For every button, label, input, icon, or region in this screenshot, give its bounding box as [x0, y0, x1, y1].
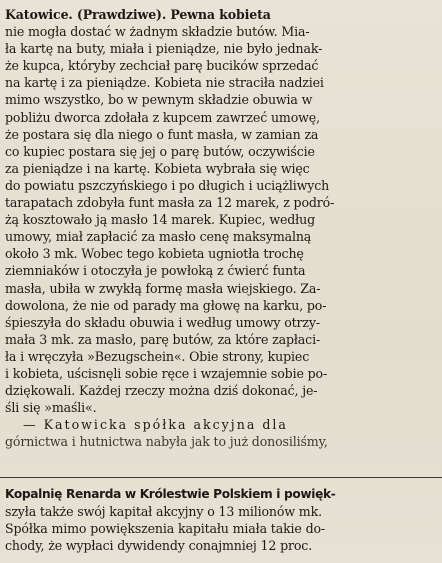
article-line-10: za pieniądze i na kartę. Kobieta wybrała się więc [5, 160, 310, 176]
article-line-21: ła i wręczyła »Bezugschein«. Obie strony, kupiec [5, 348, 310, 364]
article-line-17: masła, ubiła w zwykłą formę masła wiejskiego. Za- [5, 280, 321, 296]
article-line-23: dziękowali. Każdej rzeczy można dziś dokonać, je- [5, 383, 318, 399]
article-line-3: ła kartę na buty, miała i pieniądze, nie było jednak- [5, 41, 323, 57]
dateline: Katowice. (Prawdziwe). Pewna kobieta [5, 7, 271, 22]
article-line-13: żą kosztowało ją masło 14 marek. Kupiec, według [5, 212, 315, 228]
article-line-2: nie mogła dostać w żadnym składzie butów. Mia- [5, 24, 310, 40]
article-line-18: dowolona, że nie od parady ma głowę na karku, po- [5, 297, 327, 313]
article2-line-1: szyła także swój kapitał akcyjny o 13 milionów mk. [5, 504, 322, 520]
article-headline: Kopalnię Renarda w Królestwie Polskiem i powięk- [5, 487, 336, 501]
article-line-5: na kartę i za pieniądze. Kobieta nie straciła nadziei [5, 75, 324, 91]
article-renard [5, 486, 435, 554]
article-line-4: że kupca, któryby zechciał parę bucików sprzedać [5, 58, 319, 74]
article-line-9: co kupiec postara się jej o parę butów, oczywiście [5, 143, 315, 159]
article-katowice [5, 6, 435, 450]
article-line-26: górnictwa i hutnictwa nabyła jak to już donosiliśmy, [5, 434, 328, 450]
article-line-22: i kobieta, uścisnęli sobie ręce i wzajemnie sobie po- [5, 365, 328, 381]
article-line-19: śpieszyła do składu obuwia i według umowy otrzy- [5, 314, 320, 330]
article-line-12: tarapatach zdobyła funt masła za 12 marek, z podró- [5, 195, 335, 211]
article-line-7: pobliżu dworca zdołała z kupcem zawrzeć umowę, [5, 109, 320, 125]
article-line-6: mimo wszystko, bo w pewnym składzie obuwia w [5, 92, 313, 108]
article2-line-3: chody, że wypłaci dywidendy conajmniej 12 proc. [5, 538, 313, 554]
article-line-25: — Katowicka spółka akcyjna dla [23, 417, 288, 433]
article-line-1 [5, 6, 435, 23]
article-line-14: umowy, miał zapłacić za masło cenę maksymalną [5, 229, 312, 245]
article-line-24: śli się »maśli«. [5, 400, 97, 416]
article2-line-2: Spółka mimo powiększenia kapitału miała takie do- [5, 521, 326, 537]
article-line-20: mała 3 mk. za masło, parę butów, za które zapłaci- [5, 331, 321, 347]
article-line-11: do powiatu pszczyńskiego i po długich i uciążliwych [5, 177, 330, 193]
article-line-16: ziemniaków i otoczyła je powłoką z ćwierć funta [5, 263, 306, 279]
section-divider [0, 477, 442, 478]
article-line-15: około 3 mk. Wobec tego kobieta ugniotła trochę [5, 246, 304, 262]
article-line-8: że postara się dla niego o funt masła, w zamian za [5, 126, 319, 142]
